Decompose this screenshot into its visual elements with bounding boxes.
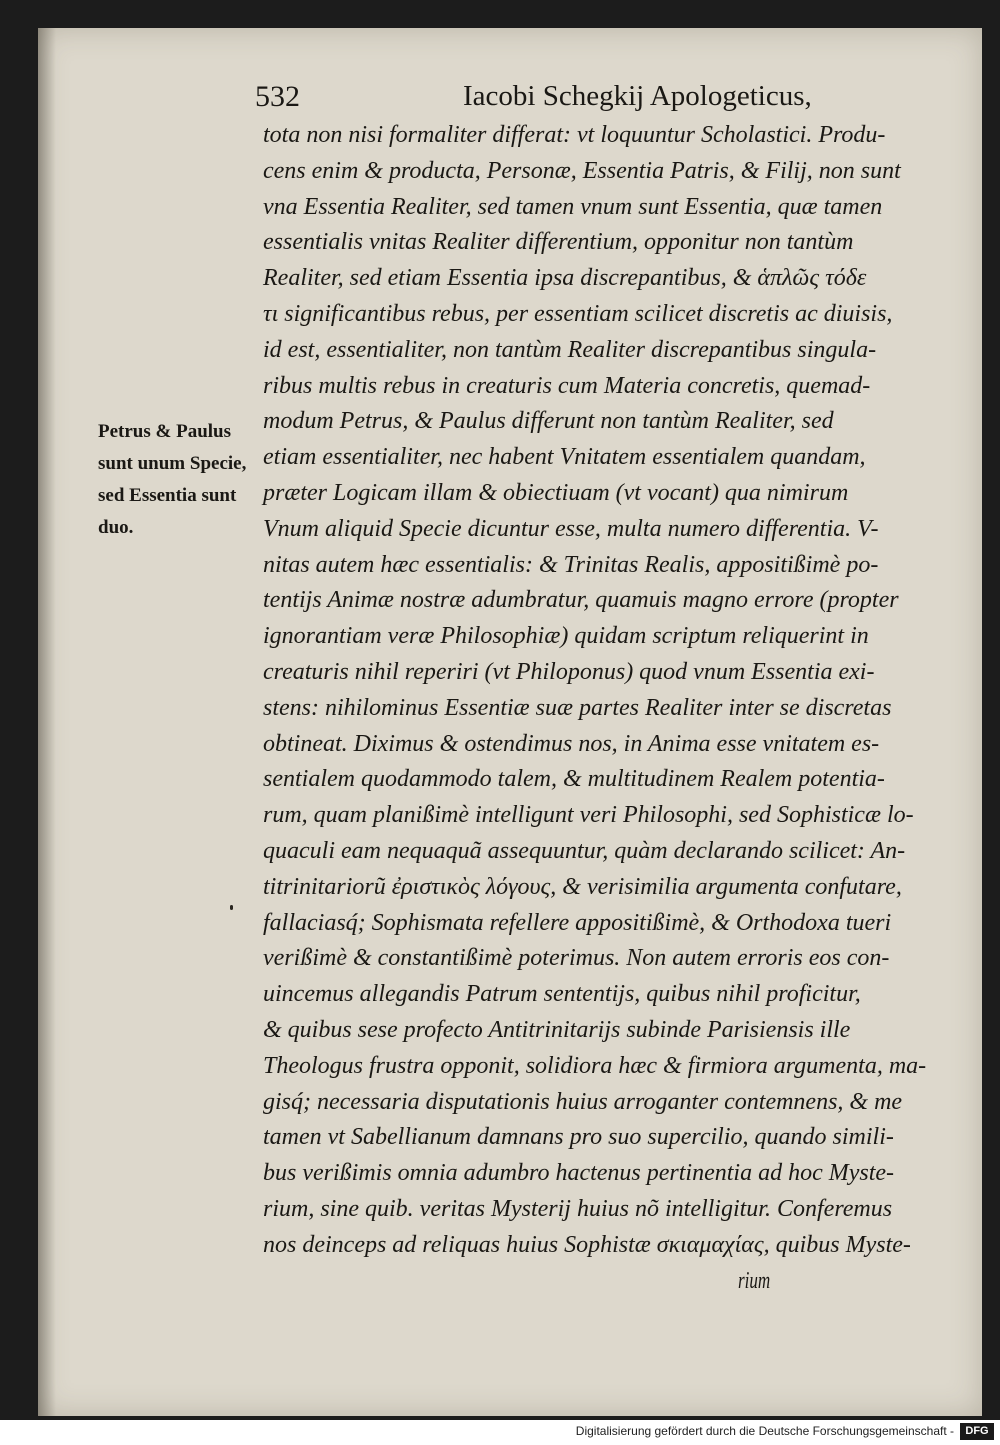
page-header [255, 80, 815, 120]
text-line: τι significantibus rebus, per essentiam scilicet discretis ac diuisis, [263, 300, 893, 327]
page-gutter-shadow [38, 28, 56, 1416]
running-title: Iacobi Schegkij Apologeticus, [463, 80, 812, 112]
marginal-note-line: Petrus & Paulus [98, 421, 231, 442]
text-line: uincemus allegandis Patrum sententijs, quibus nihil proficitur, [263, 981, 861, 1008]
marginal-note-line: sunt unum Specie, [98, 453, 247, 474]
marginal-note-line: sed Essentia sunt [98, 485, 237, 506]
text-line: obtineat. Diximus & ostendimus nos, in Anima esse vnitatem es- [263, 730, 880, 757]
text-line: modum Petrus, & Paulus differunt non tantùm Realiter, sed [263, 408, 834, 435]
text-line: nos deinceps ad reliquas huius Sophistæ σκιαμαχίας, quibus Myste- [263, 1231, 911, 1258]
text-line: ribus multis rebus in creaturis cum Materia concretis, quemad- [263, 372, 871, 399]
text-line: tentijs Animæ nostræ adumbratur, quamuis magno errore (propter [263, 587, 899, 614]
marginal-note-line: duo. [98, 517, 134, 538]
text-line: Vnum aliquid Specie dicuntur esse, multa numero differentia. V- [263, 515, 879, 542]
body-text [263, 118, 963, 1299]
text-line: creaturis nihil reperiri (vt Philoponus) quod vnum Essentia exi- [263, 658, 875, 685]
text-line: præter Logicam illam & obiectiuam (vt vocant) qua nimirum [263, 479, 849, 506]
text-line: vna Essentia Realiter, sed tamen vnum sunt Essentia, quæ tamen [263, 193, 883, 220]
text-line catchword: rium [737, 1267, 771, 1294]
text-line: tota non nisi formaliter differat: vt loquuntur Scholastici. Produ- [263, 122, 886, 148]
page-number: 532 [255, 80, 300, 113]
text-line: fallaciasq́; Sophismata refellere appositißimè, & Orthodoxa tueri [263, 909, 892, 936]
text-line: & quibus sese profecto Antitrinitarijs subinde Parisiensis ille [263, 1016, 851, 1043]
funding-notice: Digitalisierung gefördert durch die Deutsche Forschungsgemeinschaft - [575, 1424, 954, 1438]
text-line: essentialis vnitas Realiter differentium, opponitur non tantùm [263, 229, 854, 256]
text-line: nitas autem hæc essentialis: & Trinitas Realis, appositißimè po- [263, 551, 879, 578]
text-line: stens: nihilominus Essentiæ suæ partes Realiter inter se discretas [263, 694, 892, 721]
text-line: gisq́; necessaria disputationis huius arroganter contemnens, & me [263, 1088, 903, 1115]
text-line: Theologus frustra opponit, solidiora hæc & firmiora argumenta, ma- [263, 1052, 927, 1079]
text-line: tamen vt Sabellianum damnans pro suo supercilio, quando simili- [263, 1124, 894, 1151]
text-line: id est, essentialiter, non tantùm Realiter discrepantibus singula- [263, 336, 877, 363]
digitization-footer [0, 1420, 1000, 1445]
text-line: verißimè & constantißimè poterimus. Non autem erroris eos con- [263, 945, 890, 972]
marginal-note [98, 416, 268, 544]
dfg-logo: DFG [960, 1423, 994, 1440]
text-line: sentialem quodammodo talem, & multitudinem Realem potentia- [263, 766, 885, 793]
text-line: quaculi eam nequaquã assequuntur, quàm declarando scilicet: An- [263, 837, 906, 864]
text-line: cens enim & producta, Personæ, Essentia Patris, & Filij, non sunt [263, 157, 901, 184]
text-line: titrinitariorũ ἐριστικὸς λόγους, & verisimilia argumenta confutare, [263, 873, 902, 900]
text-line: etiam essentialiter, nec habent Vnitatem essentialem quandam, [263, 444, 866, 471]
text-line: bus verißimis omnia adumbro hactenus pertinentia ad hoc Myste- [263, 1160, 895, 1187]
ink-speck [230, 905, 233, 910]
text-line: Realiter, sed etiam Essentia ipsa discrepantibus, & ἁπλῶς τόδε [263, 265, 867, 292]
text-line: rum, quam planißimè intelligunt veri Philosophi, sed Sophisticæ lo- [263, 802, 914, 829]
text-line: rium, sine quib. veritas Mysterij huius nõ intelligitur. Conferemus [263, 1195, 893, 1222]
text-line: ignorantiam veræ Philosophiæ) quidam scriptum reliquerint in [263, 623, 869, 650]
